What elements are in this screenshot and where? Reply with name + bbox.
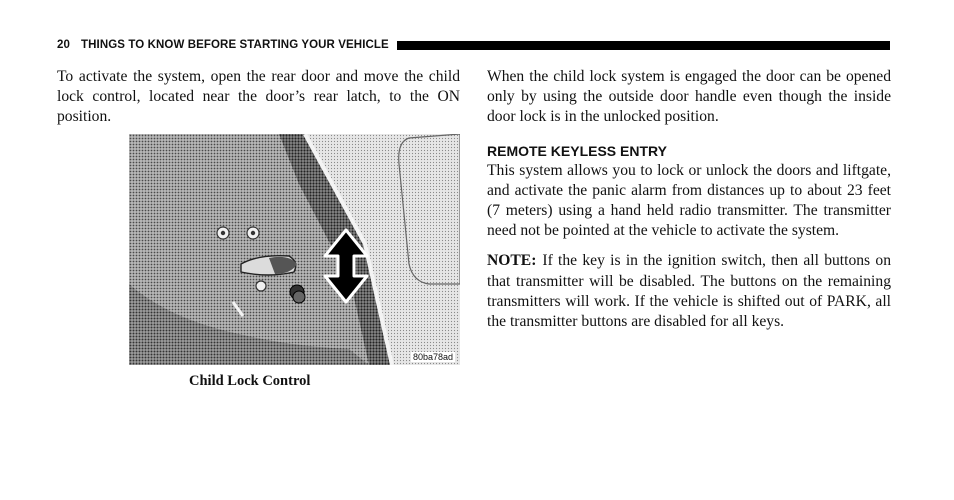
child-lock-figure	[129, 134, 460, 365]
figure-code: 80ba78ad	[412, 352, 453, 362]
figure-caption: Child Lock Control	[189, 373, 311, 389]
note-text: If the key is in the ignition switch, then all buttons on that transmitter will be disabled. The buttons on the remaining transmitters will work. If the vehicle is shifted out of PARK, all the transmitter buttons are disabled for all keys.	[487, 252, 891, 331]
section-heading: REMOTE KEYLESS ENTRY	[487, 142, 667, 159]
child-lock-engaged-paragraph: When the child lock system is engaged the door can be opened only by using the outside door handle even though the inside door lock is in the unlocked position.	[487, 68, 891, 126]
child-lock-illustration	[129, 134, 460, 365]
note-paragraph	[487, 251, 891, 332]
header-title: THINGS TO KNOW BEFORE STARTING YOUR VEHICLE	[81, 39, 389, 51]
screw-1-center	[221, 231, 225, 235]
child-lock-knob-base	[293, 291, 305, 303]
screw-2-center	[251, 231, 255, 235]
running-header	[57, 38, 890, 52]
right-column	[487, 67, 891, 332]
note-label: NOTE:	[487, 252, 537, 270]
left-column	[57, 67, 460, 128]
activation-paragraph: To activate the system, open the rear door and move the child lock control, located near the door’s rear latch, to the ON position.	[57, 68, 460, 126]
page-number: 20	[57, 39, 70, 51]
screw-3	[256, 281, 266, 291]
keyless-entry-paragraph: This system allows you to lock or unlock the doors and liftgate, and activate the panic alarm from distances up to about 23 feet (7 meters) using a hand held radio transmitter. The transmitter need not be pointed at the vehicle to activate the system.	[487, 161, 891, 240]
header-rule	[397, 41, 890, 50]
